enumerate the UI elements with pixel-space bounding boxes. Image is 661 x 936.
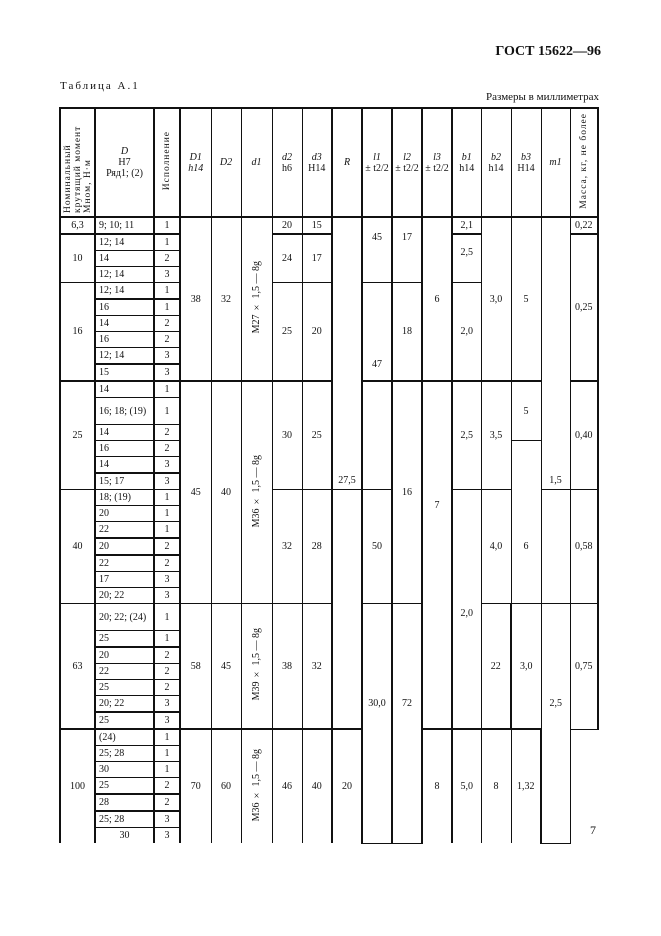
table-row: 22 2 xyxy=(60,555,598,572)
table-row: 12; 14 3 xyxy=(60,267,598,283)
table-row: 16 12; 14 1 25 20 47 18 2,0 xyxy=(60,283,598,300)
table-row: 17 3 xyxy=(60,572,598,588)
header-d: D H7 Ряд1; (2) xyxy=(95,108,154,217)
header-mass: Масса, кг, не более xyxy=(570,108,598,217)
table-row: 16 2 6 xyxy=(60,441,598,457)
table-row: 22 2 xyxy=(60,664,598,680)
header-l1: l1 ± t2/2 xyxy=(362,108,392,217)
table-row: 20 1 xyxy=(60,506,598,522)
table-row: 20; 22 3 xyxy=(60,696,598,713)
table-row: 30 1 xyxy=(60,762,598,778)
dimensions-table xyxy=(59,107,599,844)
table-row: 12; 14 3 xyxy=(60,348,598,365)
table-row: 40 18; (19) 1 32 28 50 2,0 4,0 0,58 xyxy=(60,490,598,506)
table-title: Таблица А.1 xyxy=(60,80,140,92)
table-row: 25 2 xyxy=(60,680,598,696)
table-row: 16; 18; (19) 1 xyxy=(60,398,598,425)
header-d2: d2 h6 xyxy=(272,108,302,217)
header-b2: b2 h14 xyxy=(481,108,511,217)
table-row: 14 3 xyxy=(60,457,598,474)
table-row: 15; 17 3 xyxy=(60,473,598,490)
table-row: 63 20; 22; (24) 1 58 45 M39 × 1,5 — 8g 38 32 30,0 72 22 3,0 2,5 0,75 xyxy=(60,604,598,631)
header-b1: b1 h14 xyxy=(452,108,481,217)
table-row: 15 3 xyxy=(60,364,598,381)
table-row: 25; 28 1 xyxy=(60,746,598,762)
header-torque: Номинальный крутящий момент Mном, Н·м xyxy=(60,108,95,217)
units-note: Размеры в миллиметрах xyxy=(486,91,599,103)
table-row: 14 2 xyxy=(60,251,598,267)
header-version: Исполнение xyxy=(154,108,180,217)
header-d1: d1 xyxy=(241,108,272,217)
table-row: 25 1 xyxy=(60,631,598,648)
table-row: 16 2 xyxy=(60,332,598,348)
table-row: 16 1 xyxy=(60,299,598,316)
header-l3: l3 ± t2/2 xyxy=(422,108,452,217)
header-D2: D2 xyxy=(211,108,241,217)
table-row: 30 3 xyxy=(60,828,598,844)
table-row: 25; 28 3 xyxy=(60,811,598,828)
table-row: 20 2 xyxy=(60,647,598,664)
table-row: 25 2 xyxy=(60,778,598,795)
header-b3: b3 H14 xyxy=(511,108,541,217)
header-row xyxy=(60,108,598,217)
table-row: 14 2 xyxy=(60,425,598,441)
page-number: 7 xyxy=(590,823,596,837)
table-row: 20 2 xyxy=(60,538,598,555)
table-row: 6,3 9; 10; 11 1 38 32 M27 × 1,5 — 8g 20 15 27,5 45 17 6 2,1 3,0 5 1,5 0,22 xyxy=(60,217,598,234)
standard-number: ГОСТ 15622—96 xyxy=(495,44,601,59)
header-R: R xyxy=(332,108,362,217)
table-row: 22 1 xyxy=(60,522,598,539)
table-row: 28 2 xyxy=(60,794,598,811)
table-row: 14 2 xyxy=(60,316,598,332)
table-row: 25 3 xyxy=(60,712,598,729)
header-m1: m1 xyxy=(541,108,570,217)
table-row: 20; 22 3 xyxy=(60,588,598,604)
table-row: 10 12; 14 1 24 17 2,5 0,25 xyxy=(60,234,598,251)
header-l2: l2 ± t2/2 xyxy=(392,108,422,217)
table-row: 100 (24) 1 70 60 M36 × 1,5 — 8g 46 40 20 8 5,0 8 1,32 xyxy=(60,729,598,746)
header-d3: d3 H14 xyxy=(302,108,332,217)
header-D1: D1 h14 xyxy=(180,108,211,217)
table-row: 25 14 1 45 40 M36 × 1,5 — 8g 30 25 16 7 2,5 3,5 5 0,40 xyxy=(60,381,598,398)
